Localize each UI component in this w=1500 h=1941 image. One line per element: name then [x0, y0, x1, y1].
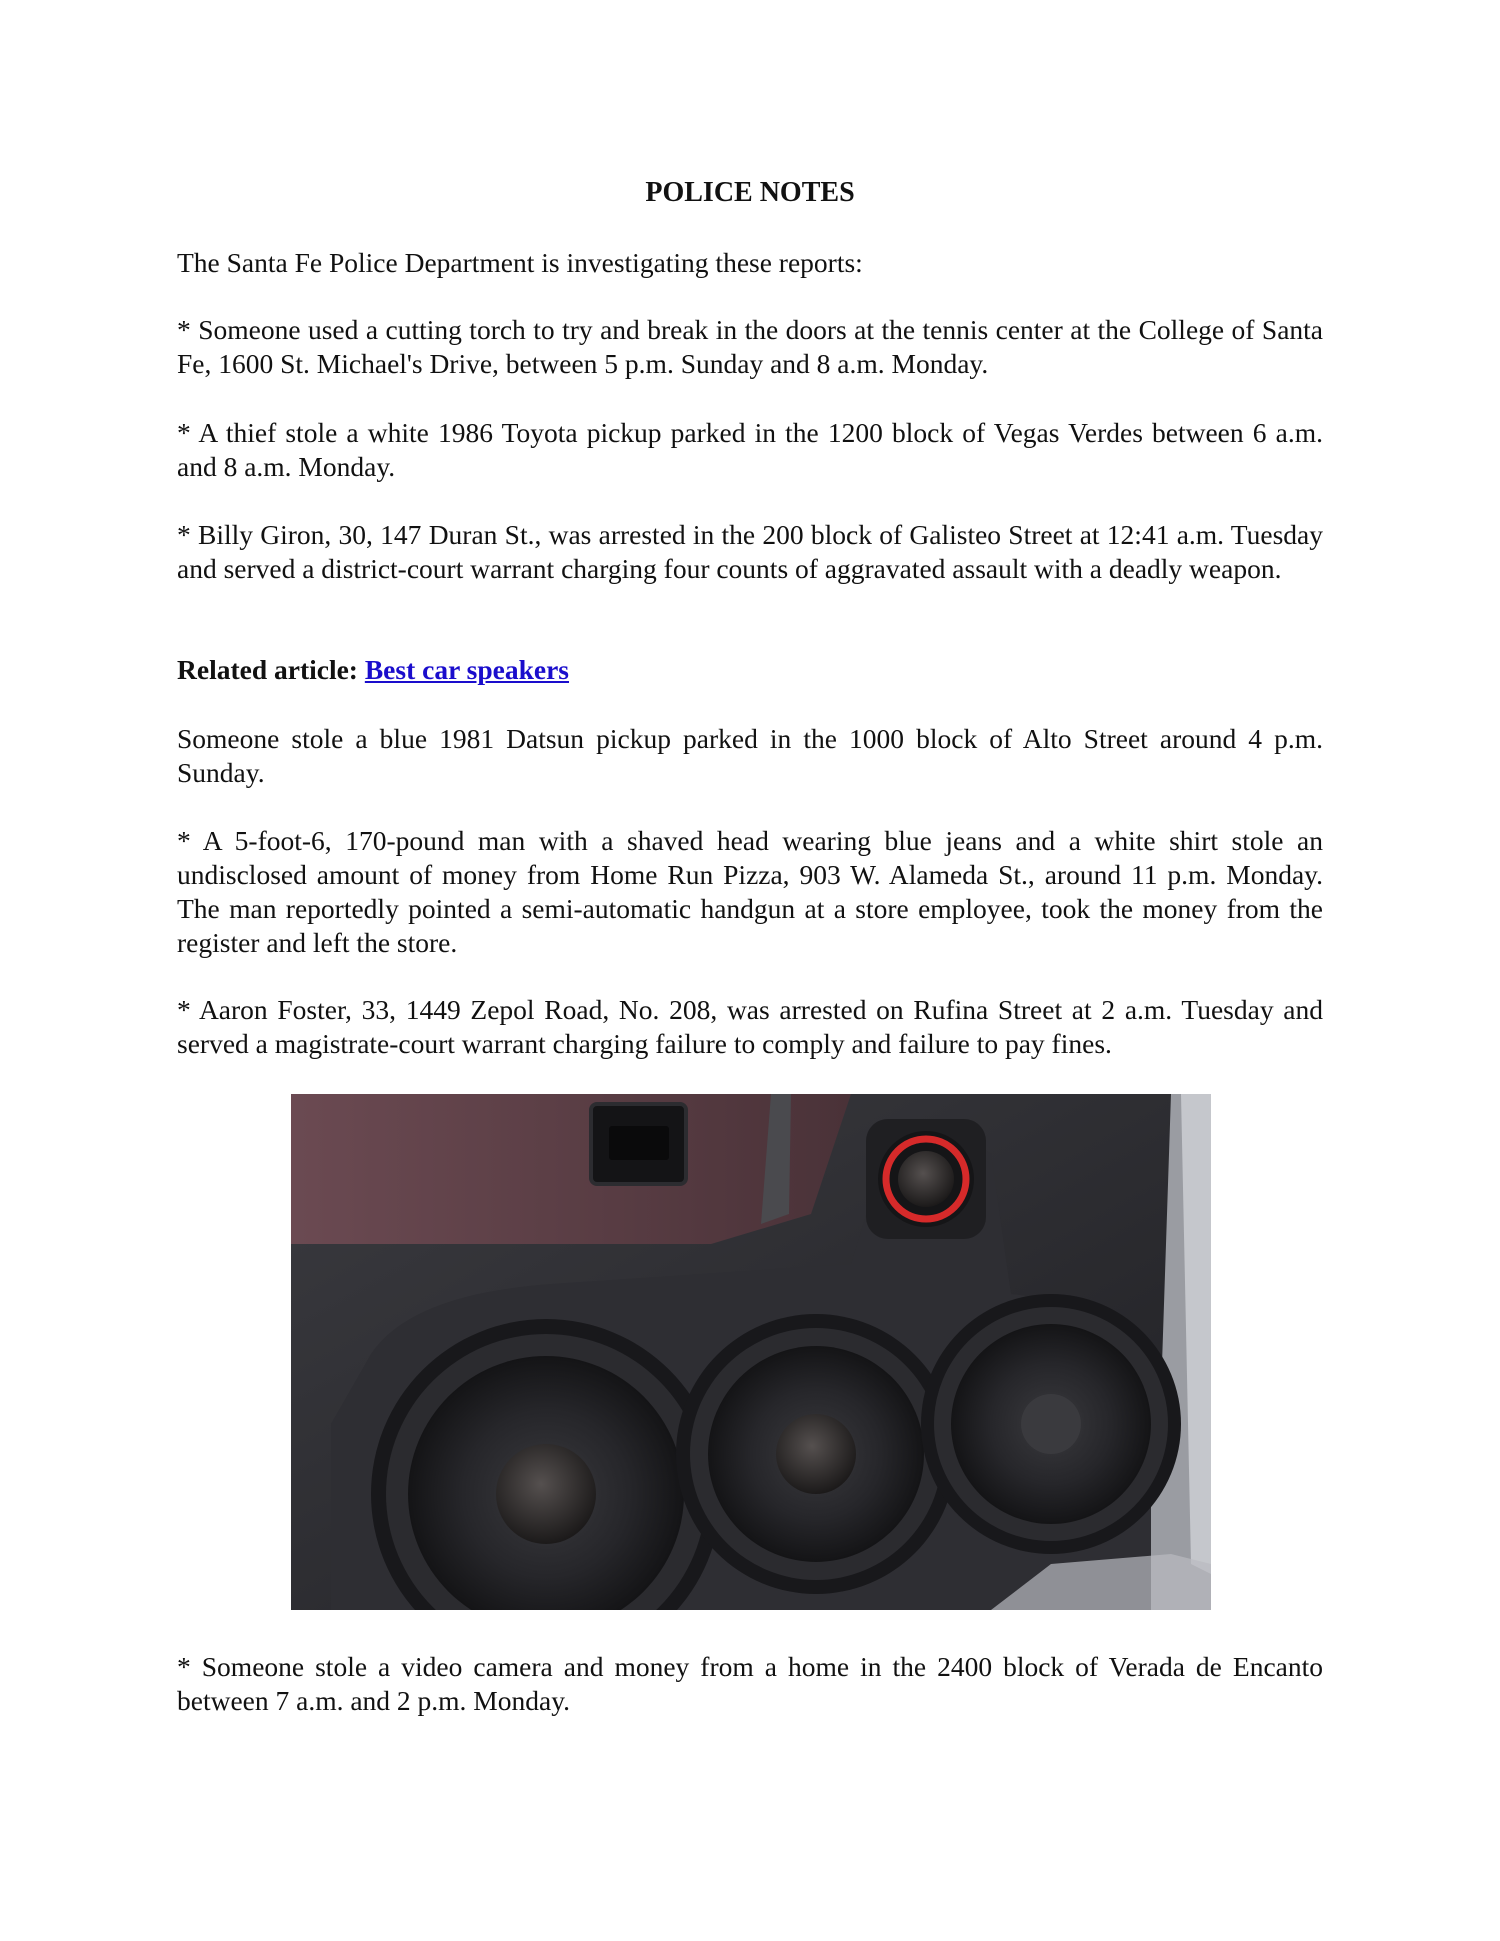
woofer-right	[921, 1294, 1181, 1554]
woofer-middle	[676, 1314, 956, 1594]
report-paragraph-5: * A 5-foot-6, 170-pound man with a shaved head wearing blue jeans and a white shirt stole an undisclosed amount of money from Home Run Pizza, 903 W. Alameda St., around 11 p.m. Monday. The man reportedly pointed a semi-automatic handgun at a store employee, took the money from the register and left the store.	[177, 825, 1323, 958]
report-paragraph-3: * Billy Giron, 30, 147 Duran St., was arrested in the 200 block of Galisteo Street at 12:41 a.m. Tuesday and served a district-court warrant charging four counts of aggravated assault with a deadly weapon.	[177, 519, 1323, 584]
car-door-speakers-illustration	[291, 1094, 1211, 1610]
report-paragraph-1: * Someone used a cutting torch to try and break in the doors at the tennis center at the College of Santa Fe, 1600 St. Michael's Drive, between 5 p.m. Sunday and 8 a.m. Monday.	[177, 314, 1323, 379]
report-paragraph-7: * Someone stole a video camera and money from a home in the 2400 block of Verada de Encanto between 7 a.m. and 2 p.m. Monday.	[177, 1651, 1323, 1716]
tweeter	[866, 1119, 986, 1239]
intro-paragraph: The Santa Fe Police Department is investigating these reports:	[177, 247, 863, 278]
report-paragraph-6: * Aaron Foster, 33, 1449 Zepol Road, No. 208, was arrested on Rufina Street at 2 a.m. Tuesday and served a magistrate-court warrant charging failure to comply and failure to pay fines.	[177, 994, 1323, 1059]
related-article	[177, 653, 1323, 687]
car-speakers-photo	[291, 1094, 1211, 1610]
related-article-link[interactable]: Best car speakers	[364, 654, 570, 685]
related-article-label: Related article:	[177, 654, 365, 685]
report-paragraph-2: * A thief stole a white 1986 Toyota pickup parked in the 1200 block of Vegas Verdes between 6 a.m. and 8 a.m. Monday.	[177, 417, 1323, 482]
page-title: POLICE NOTES	[645, 177, 855, 208]
report-paragraph-4: Someone stole a blue 1981 Datsun pickup parked in the 1000 block of Alto Street around 4 p.m. Sunday.	[177, 723, 1323, 788]
